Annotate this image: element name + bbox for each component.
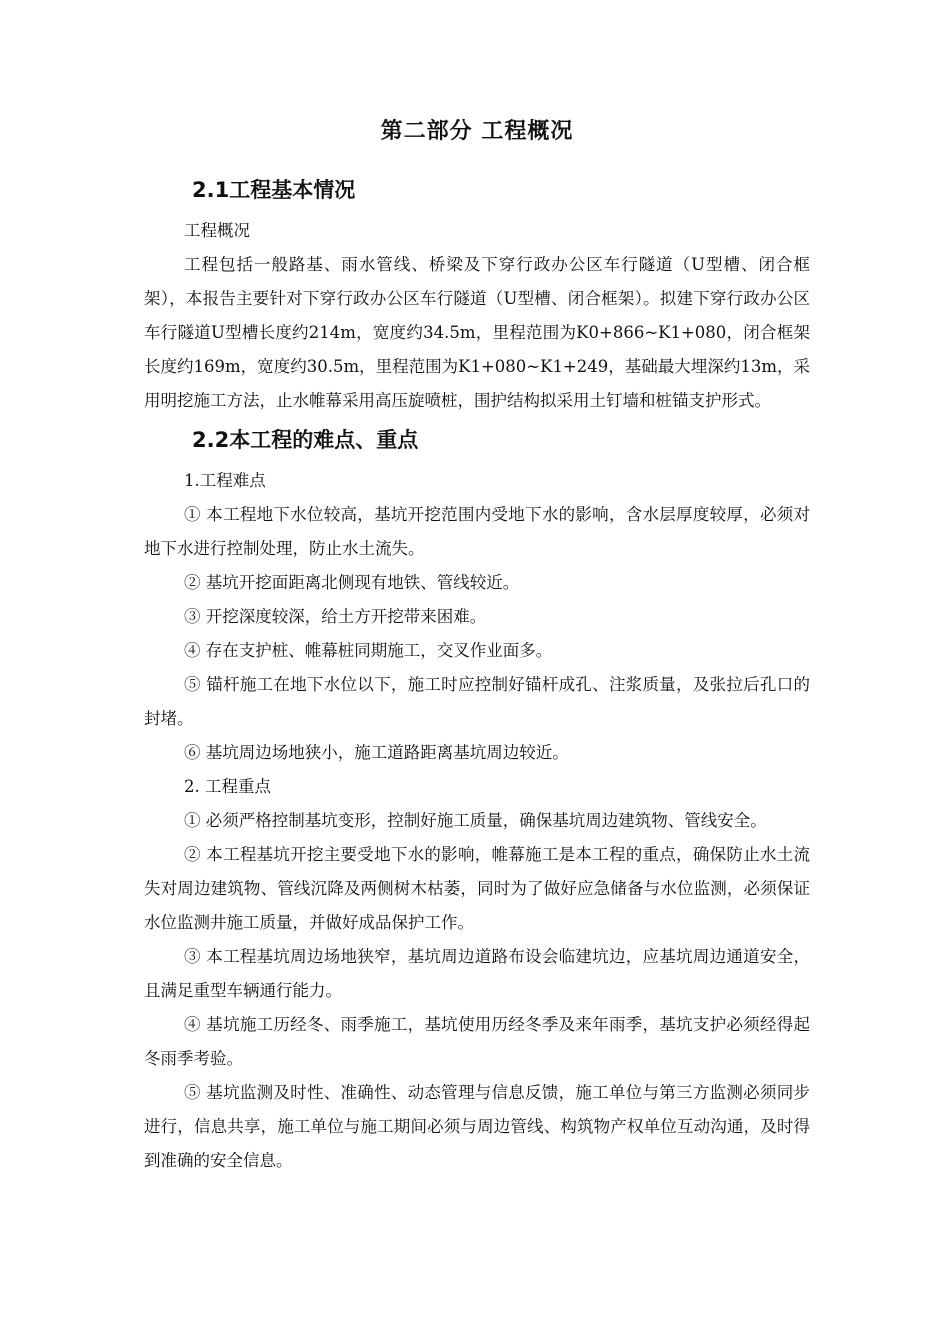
difficulty-item: ⑥ 基坑周边场地狭小，施工道路距离基坑周边较近。	[184, 743, 569, 762]
overview-paragraph: 工程包括一般路基、雨水管线、桥梁及下穿行政办公区车行隧道（U型槽、闭合框架），本报告主要针对下穿行政办公区车行隧道（U型槽、闭合框架）。拟建下穿行政办公区车行隧道U型槽长度约214m，宽度约34.5m，里程范围为K0+866~K1+080，闭合框架长度约169m，宽度约30.5m，里程范围为K1+080~K1+249，基础最大埋深约13m，采用明挖施工方法，止水帷幕采用高压旋喷桩，围护结构拟采用土钉墙和桩锚支护形式。	[144, 255, 810, 410]
difficulties-label: 1.工程难点	[184, 471, 266, 490]
difficulty-item: ⑤ 锚杆施工在地下水位以下，施工时应控制好锚杆成孔、注浆质量，及张拉后孔口的封堵。	[144, 675, 810, 728]
section-heading-2-1: 2.1工程基本情况	[192, 178, 356, 202]
difficulty-item: ① 本工程地下水位较高，基坑开挖范围内受地下水的影响，含水层厚度较厚，必须对地下水进行控制处理，防止水土流失。	[144, 505, 810, 558]
difficulty-item: ④ 存在支护桩、帷幕桩同期施工，交叉作业面多。	[184, 641, 553, 660]
key-points-label: 2. 工程重点	[184, 777, 271, 796]
key-point-item: ④ 基坑施工历经冬、雨季施工，基坑使用历经冬季及来年雨季，基坑支护必须经得起冬雨季考验。	[144, 1015, 810, 1068]
key-point-item: ⑤ 基坑监测及时性、准确性、动态管理与信息反馈，施工单位与第三方监测必须同步进行，信息共享，施工单位与施工期间必须与周边管线、构筑物产权单位互动沟通，及时得到准确的安全信息。	[144, 1083, 810, 1170]
key-point-item: ③ 本工程基坑周边场地狭窄，基坑周边道路布设会临建坑边，应基坑周边通道安全，且满足重型车辆通行能力。	[144, 947, 810, 1000]
subheading-overview: 工程概况	[184, 221, 250, 240]
key-point-item: ① 必须严格控制基坑变形，控制好施工质量，确保基坑周边建筑物、管线安全。	[184, 811, 767, 830]
key-point-item: ② 本工程基坑开挖主要受地下水的影响，帷幕施工是本工程的重点，确保防止水土流失对周边建筑物、管线沉降及两侧树木枯萎，同时为了做好应急储备与水位监测，必须保证水位监测井施工质量，并做好成品保护工作。	[144, 845, 810, 932]
section-heading-2-2: 2.2本工程的难点、重点	[192, 428, 419, 452]
difficulty-item: ③ 开挖深度较深，给土方开挖带来困难。	[184, 607, 487, 626]
difficulty-item: ② 基坑开挖面距离北侧现有地铁、管线较近。	[184, 573, 520, 592]
page-title: 第二部分 工程概况	[380, 119, 574, 144]
